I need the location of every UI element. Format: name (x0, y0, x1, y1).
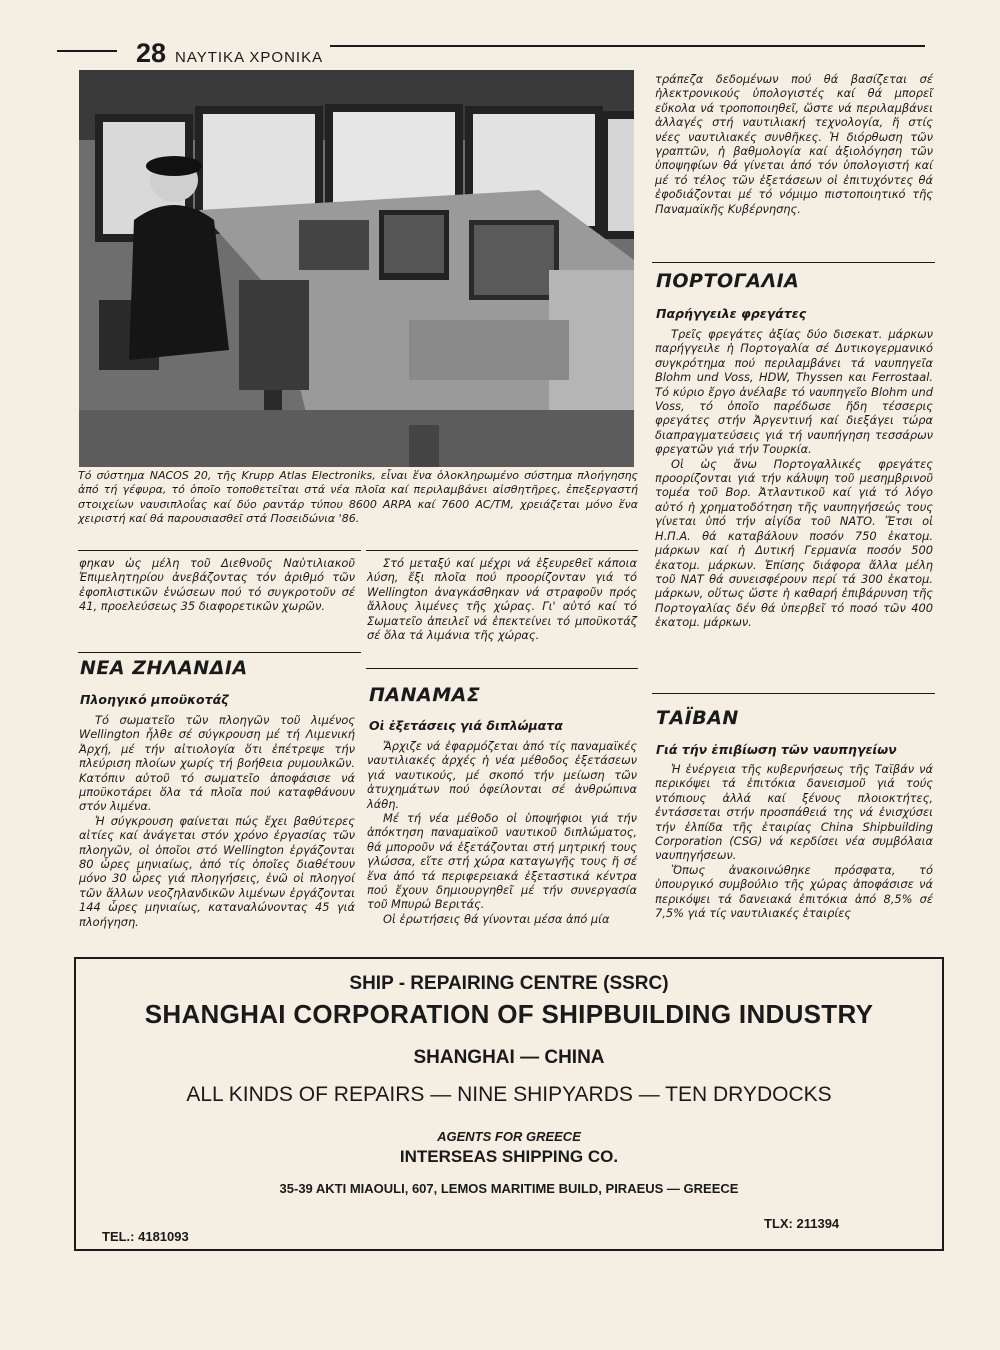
panama-paragraph-1: Ἄρχιζε νά ἐφαρμόζεται ἀπό τίς παναμαϊκές ναυτιλιακές ἀρχές ἡ νέα μέθοδος ἐξετάσεων γιά ναυτικούς, μέ σκοπό τήν μείωση τῶν ἀτυχημάτων πού ὀφείλονται σέ ἀνθρώπινα λάθη. (367, 739, 637, 811)
new-zealand-subhead: Πλοηγικό μποϋκοτάζ (80, 692, 229, 707)
column-rule-2 (366, 550, 638, 551)
new-zealand-paragraph-1: Τό σωματεῖο τῶν πλοηγῶν τοῦ λιμένος Wellington ἦλθε σέ σύγκρουση μέ τή Λιμενική Ἀρχή, μέ τήν αἰτιολογία ὅτι ἐπέτρεψε τήν πλεύριση πλοίων χωρίς τή βοήθεια ρυμουλκῶν. Κατόπιν αὐτοῦ τό σωματεῖο ἀποφάσισε νά μποϋκοτάρει ὅλα τά πλοῖα πού καταφθάνουν στόν λιμένα. (79, 713, 355, 814)
column-rule-1 (78, 550, 361, 551)
portugal-rule (652, 262, 935, 263)
new-zealand-article (79, 713, 355, 929)
col2-paragraph: Στό μεταξύ καί μέχρι νά ἐξευρεθεῖ κάποια λύση, ἔξι πλοῖα πού προορίζονταν γιά τό Wellington ἀναγκάσθηκαν νά στραφοῦν πρός ἄλλους λιμένες τῆς χώρας. Γι' αὐτό καί τό Σωματεῖο ἀπειλεῖ νά ἐπεκτείνει τό μποϋκοτάζ σέ ὅλα τά λιμάνια τῆς χώρας. (367, 556, 637, 643)
taiwan-paragraph-1: Ἡ ἐνέργεια τῆς κυβερνήσεως τῆς Ταϊβάν νά περικόψει τά ἐπιτόκια δανεισμοῦ γιά τούς ντόπιους ἀλλά καί ξένους πλοιοκτήτες, ἐντάσσεται στήν προσπάθειά της νά ἐνισχύσει τήν ἐλπίδα τῆς ἑταιρίας China Shipbuilding Corporation (CSG) νά κερδίσει νέα συμβόλαια ναυπηγήσεων. (655, 762, 933, 863)
col1-continued-text (79, 556, 355, 614)
page-number: 28 (136, 38, 167, 68)
ad-telephone: TEL.: 4181093 (102, 1229, 189, 1244)
portugal-subhead: Παρήγγειλε φρεγάτες (656, 306, 807, 321)
portugal-paragraph-2: Οἱ ὡς ἄνω Πορτογαλλικές φρεγάτες προορίζονται γιά τήν κάλυψη τοῦ μεσημβρινοῦ τομέα τοῦ Βορ. Ἀτλαντικοῦ καί γιά τό λόγο αὐτό ἡ χρηματοδότηση τῆς ναυπηγήσεώς τους γίνεται ὑπό τήν αἰγίδα τοῦ ΝΑΤΟ. Ἔτσι οἱ Η.Π.Α. θά καταβάλουν ποσόν 750 ἑκατομ. μάρκων καί ἡ Δυτική Γερμανία ποσόν 500 ἑκατομ. μάρκων. Ἐπίσης διάφορα ἄλλα μέλη τοῦ ΝΑΤ θά συνεισφέρουν περί τά 300 ἑκατομ. μάρκων, οὕτως ὥστε ἡ καθαρή ἐπιβάρυνση τῆς Πορτογαλίας δέν θά ὑπερβεῖ τό ποσό τῶν 400 ἑκατομ. μάρκων. (655, 456, 933, 630)
panama-article (367, 739, 637, 926)
bridge-console-photo (79, 70, 634, 467)
portugal-section-title: ΠΟΡΤΟΓΑΛΙΑ (656, 270, 800, 292)
panama-rule (366, 668, 638, 669)
ad-telex: TLX: 211394 (764, 1216, 840, 1231)
taiwan-paragraph-2: Ὅπως ἀνακοινώθηκε πρόσφατα, τό ὑπουργικό συμβούλιο τῆς χώρας ἀποφάσισε νά περικόψει τά δανειακά ἐπιτόκια ἀπό 8,5% σέ 7,5% γιά τίς ναυτιλιακές ἑταιρίες (655, 862, 933, 921)
ad-line-3: SHANGHAI — CHINA (413, 1047, 605, 1068)
new-zealand-rule (78, 652, 361, 653)
ad-company: INTERSEAS SHIPPING CO. (399, 1147, 619, 1166)
advertisement-box (74, 957, 944, 1251)
panama-paragraph-2: Μέ τή νέα μέθοδο οἱ ὑποψήφιοι γιά τήν ἀπόκτηση παναμαϊκοῦ ναυτικοῦ διπλώματος, θά μποροῦν νά ἐξετάζονται στή μητρική τους γλώσσα, εἴτε στή χώρα καταγωγῆς τους ἤ σέ ἕνα ἀπό τά περιφερειακά ἐξεταστικά κέντρα πού ἔχουν δημιουργηθεῖ μέ τήν συνεργασία τοῦ Μπυρώ Βεριτάς. (367, 811, 637, 912)
portugal-article (655, 327, 933, 630)
photo-illustration (79, 70, 634, 467)
panama-section-title: ΠΑΝΑΜΑΣ (369, 684, 481, 706)
running-header: ΝΑΥΤΙΚΑ ΧΡΟΝΙΚΑ (175, 49, 324, 66)
header-rule-right (330, 45, 925, 47)
taiwan-rule (652, 693, 935, 694)
photo-caption: Τό σύστημα NACOS 20, τῆς Krupp Atlas Electroniks, εἶναι ἕνα ὁλοκληρωμένο σύστημα πλοήγησης ἀπό τή γέφυρα, τό ὁποῖο τοποθετεῖται στά νέα πλοῖα καί περιλαμβάνει αἰσθητῆρες, ἐπεξεργαστή στοιχείων ναυσιπλοΐας καί δύο ραντάρ τύπου 8600 ARPA καί 7600 AC/TM, χρειάζεται μόνο ἕνα χειριστή καί θά παρουσιασθεῖ στά Ποσειδώνια '86. (78, 469, 638, 525)
taiwan-section-title: ΤΑΪΒΑΝ (656, 707, 739, 729)
ad-line-1: SHIP - REPAIRING CENTRE (SSRC) (349, 973, 669, 994)
ad-agents: AGENTS FOR GREECE (437, 1129, 581, 1144)
col3-paragraph: τράπεζα δεδομένων πού θά βασίζεται σέ ἠλεκτρονικούς ὑπολογιστές καί θά μπορεῖ εὔκολα νά τροποποιηθεῖ, ὥστε νά περιλαμβάνει ἀλλαγές στή ναυτιλιακή τεχνολογία, ἤ στίς νέες ναυτιλιακές συνθῆκες. Ἡ διόρθωση τῶν γραπτῶν, ἡ βαθμολογία καί ἀξιολόγηση τῶν ὑποψηφίων θά γίνεται ἀπό τόν ὑπολογιστή καί μέ τό τέλος τῶν ἐξετάσεων οἱ ἐπιτυχόντες θά ἐφοδιάζονται μέ τό νόμιμο πιστοποιητικό τῆς Παναμαϊκῆς Κυβέρνησης. (655, 72, 933, 216)
ad-line-2: SHANGHAI CORPORATION OF SHIPBUILDING INDUSTRY (144, 999, 874, 1029)
new-zealand-section-title: ΝΕΑ ΖΗΛΑΝΔΙΑ (80, 657, 248, 679)
header-rule-left (57, 50, 117, 52)
ad-line-4: ALL KINDS OF REPAIRS — NINE SHIPYARDS — TEN DRYDOCKS (186, 1083, 832, 1106)
ad-address: 35-39 AKTI MIAOULI, 607, LEMOS MARITIME BUILD, PIRAEUS — GREECE (279, 1181, 739, 1196)
col3-continued-text (655, 72, 933, 216)
new-zealand-paragraph-2: Ἡ σύγκρουση φαίνεται πώς ἔχει βαθύτερες αἰτίες καί ἀνάγεται στόν χρόνο ἐργασίας τῶν πλοηγῶν, οἱ ὁποῖοι στό Wellington ἐργάζονται 80 ὧρες μηνιαίως, ἀπό τίς ὁποῖες διαθέτουν μόνο 30 ὧρες γιά πλοηγήσεις, ἐνῶ οἱ πλοηγοί τῶν ἄλλων νεοζηλανδικῶν λιμένων ἐργάζονται 144 ὧρες μηνιαίως, καταναλώνοντας 45 γιά πλοήγηση. (79, 813, 355, 929)
taiwan-article (655, 762, 933, 920)
panama-paragraph-3: Οἱ ἐρωτήσεις θά γίνονται μέσα ἀπό μία (383, 911, 610, 926)
col2-continued-text (367, 556, 637, 642)
taiwan-subhead: Γιά τήν ἐπιβίωση τῶν ναυπηγείων (656, 742, 897, 757)
panama-subhead: Οἱ ἐξετάσεις γιά διπλώματα (369, 718, 563, 733)
col1-paragraph: φηκαν ὡς μέλη τοῦ Διεθνοῦς Ναὐτιλιακοῦ Ἐπιμελητηρίου ἀνεβάζοντας τόν ἀριθμό τῶν ἐφοπλιστικῶν ἑνώσεων πού τό συγκροτοῦν σέ 41, προελεύσεως 35 διαφορετικῶν χωρῶν. (79, 556, 355, 614)
portugal-paragraph-1: Τρεῖς φρεγάτες ἀξίας δύο δισεκατ. μάρκων παρήγγειλε ἡ Πορτογαλία σέ Δυτικογερμανικό συγκρότημα πού περιλαμβάνει τά ναυπηγεῖα Blohm und Voss, HDW, Thyssen και Ferrostaal. Τό κύριο ἔργο ἀνέλαβε τό ναυπηγεῖο Blohm und Voss, τό ὁποῖο παρέδωσε ἤδη τέσσερις φρεγάτες στήν Ἀργεντινή καί διεξάγει τώρα διαπραγματεύσεις γιά τή ναυπήγηση τεσσάρων φρεγατῶν γιά τήν Τουρκία. (655, 327, 933, 457)
